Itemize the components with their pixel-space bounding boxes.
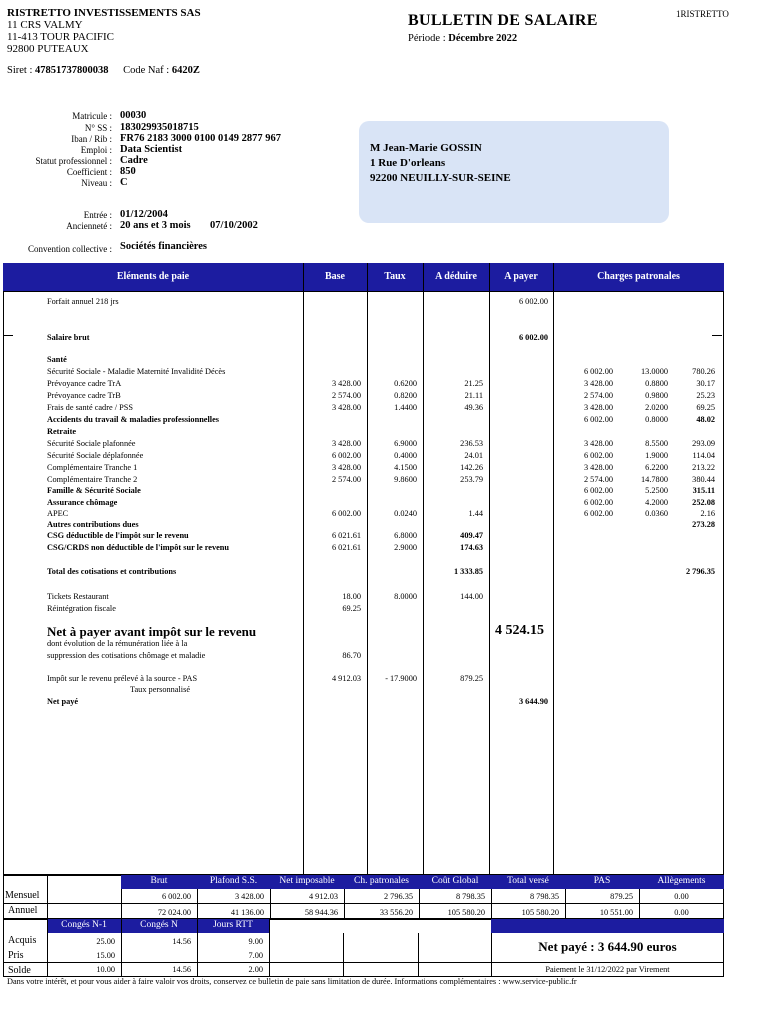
summary-mensuel-cell: 3 428.00 — [234, 892, 264, 901]
company-address-1: 11 CRS VALMY — [7, 19, 83, 31]
row-base: 2 574.00 — [331, 475, 361, 484]
matricule-value: 00030 — [120, 110, 147, 121]
net-paye-label: Net payé — [47, 697, 79, 706]
row-label: Total des cotisations et contributions — [47, 567, 177, 576]
row-base: 3 428.00 — [331, 379, 361, 388]
col-base-header: Base — [325, 271, 345, 282]
summary-col-divider — [565, 889, 566, 919]
annuel-label: Annuel — [8, 905, 38, 916]
recipient-street: 1 Rue D'orleans — [370, 157, 446, 169]
row-label: Complémentaire Tranche 1 — [47, 463, 138, 472]
summary-col-divider — [47, 875, 48, 919]
table-row — [0, 475, 768, 487]
row-patronal-taux: 2.0200 — [645, 403, 668, 412]
row-label: Santé — [47, 355, 67, 364]
summary-annuel-cell: 0.00 — [674, 908, 689, 917]
summary-row-divider — [3, 903, 724, 904]
summary-col-divider — [121, 889, 122, 919]
row-label: Autres contributions dues — [47, 520, 139, 529]
company-name: RISTRETTO INVESTISSEMENTS SAS — [7, 7, 201, 19]
row-deduire: 1 333.85 — [453, 567, 483, 576]
row-patronal-montant: 69.25 — [696, 403, 715, 412]
col-payer-header: A payer — [504, 271, 538, 282]
table-row — [0, 379, 768, 391]
table-row — [0, 403, 768, 415]
row-label: Frais de santé cadre / PSS — [47, 403, 133, 412]
coef-value: 850 — [120, 166, 136, 177]
row-label: Salaire brut — [47, 333, 90, 342]
row-label: Retraite — [47, 427, 77, 436]
row-label: Prévoyance cadre TrA — [47, 379, 122, 388]
summary-annuel-cell: 41 136.00 — [230, 908, 264, 917]
conges-col-divider — [343, 933, 344, 977]
col-patronales-header: Charges patronales — [597, 271, 680, 282]
row-label: Sécurité Sociale déplafonnée — [47, 451, 144, 460]
row-patronal-base: 3 428.00 — [583, 403, 613, 412]
table-row — [0, 567, 768, 579]
table-row — [0, 451, 768, 463]
pas-label: Impôt sur le revenu prélevé à la source - PAS — [47, 674, 198, 683]
row-label: Tickets Restaurant — [47, 592, 109, 601]
col-taux-header: Taux — [384, 271, 406, 282]
pas-taux: - 17.9000 — [385, 674, 417, 683]
conges-header-cell: Congés N-1 — [61, 920, 107, 930]
row-deduire: 1.44 — [468, 509, 483, 518]
row-label: CSG déductible de l'impôt sur le revenu — [47, 531, 189, 540]
row-patronal-montant: 315.11 — [692, 486, 715, 495]
summary-header-cell: Net imposable — [279, 876, 335, 886]
recipient-address-box — [359, 121, 669, 223]
summary-annuel-cell: 58 944.36 — [304, 908, 338, 917]
niveau-value: C — [120, 177, 128, 188]
row-deduire: 24.01 — [464, 451, 483, 460]
summary-mensuel-cell: 8 798.35 — [455, 892, 485, 901]
summary-mensuel-cell: 8 798.35 — [529, 892, 559, 901]
mensuel-label: Mensuel — [5, 890, 40, 901]
row-patronal-montant: 780.26 — [692, 367, 715, 376]
company-code: 1RISTRETTO — [676, 9, 729, 19]
row-deduire: 144.00 — [460, 592, 483, 601]
row-taux: 9.8600 — [394, 475, 417, 484]
periode-line — [408, 33, 517, 44]
conges-col-divider — [47, 919, 48, 977]
iban-value: FR76 2183 3000 0100 0149 2877 967 — [120, 133, 281, 144]
entree-label: Entrée : — [83, 210, 112, 220]
table-row — [0, 509, 768, 521]
periode-value: Décembre 2022 — [448, 33, 518, 44]
row-patronal-montant: 380.44 — [692, 475, 715, 484]
row-patronal-base: 6 002.00 — [583, 367, 613, 376]
evolution-value: 86.70 — [342, 651, 361, 660]
iban-label: Iban / Rib : — [71, 134, 112, 144]
conges-solde-cell: 10.00 — [96, 965, 115, 974]
summary-header-cell: Plafond S.S. — [209, 876, 258, 886]
summary-annuel-cell: 105 580.20 — [447, 908, 485, 917]
row-patronal-base: 3 428.00 — [583, 439, 613, 448]
paiement-line: Paiement le 31/12/2022 par Virement — [545, 965, 670, 974]
row-patronal-taux: 1.9000 — [645, 451, 668, 460]
col-deduire-header: A déduire — [435, 271, 477, 282]
entree-value: 01/12/2004 — [120, 209, 168, 220]
table-row — [0, 439, 768, 451]
row-deduire: 21.25 — [464, 379, 483, 388]
row-base: 6 002.00 — [331, 451, 361, 460]
row-taux: 0.0240 — [394, 509, 417, 518]
company-address-3: 92800 PUTEAUX — [7, 43, 89, 55]
summary-col-divider — [270, 889, 271, 919]
summary-col-divider — [491, 889, 492, 919]
row-deduire: 253.79 — [460, 475, 483, 484]
naf-value: 6420Z — [171, 65, 200, 76]
pris-label: Pris — [8, 950, 24, 961]
row-taux: 6.9000 — [394, 439, 417, 448]
summary-mensuel-cell: 879.25 — [610, 892, 633, 901]
table-row — [0, 592, 768, 604]
row-patronal-base: 3 428.00 — [583, 463, 613, 472]
row-taux: 1.4400 — [394, 403, 417, 412]
table-row — [0, 498, 768, 510]
evolution-line-2: suppression des cotisations chômage et maladie — [47, 651, 206, 660]
row-patronal-base: 6 002.00 — [583, 415, 613, 424]
anciennete-date: 07/10/2002 — [210, 220, 258, 231]
summary-header-cell: PAS — [593, 876, 611, 886]
conges-acquis-cell: 9.00 — [248, 937, 263, 946]
summary-col-divider — [197, 889, 198, 919]
acquis-label: Acquis — [8, 935, 37, 946]
row-taux: 8.0000 — [394, 592, 417, 601]
row-patronal-montant: 273.28 — [692, 520, 715, 529]
row-deduire: 236.53 — [460, 439, 483, 448]
row-patronal-montant: 2 796.35 — [685, 567, 715, 576]
summary-header-cell: Brut — [150, 876, 168, 886]
row-patronal-taux: 5.2500 — [645, 486, 668, 495]
coef-label: Coefficient : — [66, 167, 112, 177]
summary-mensuel-cell: 6 002.00 — [161, 892, 191, 901]
row-patronal-montant: 2.16 — [700, 509, 715, 518]
row-patronal-montant: 293.09 — [692, 439, 715, 448]
row-label: Famille & Sécurité Sociale — [47, 486, 141, 495]
row-patronal-taux: 0.9800 — [645, 391, 668, 400]
row-patronal-taux: 6.2200 — [645, 463, 668, 472]
row-patronal-base: 2 574.00 — [583, 475, 613, 484]
table-row — [0, 604, 768, 616]
pay-table-header — [3, 263, 724, 291]
summary-annuel-cell: 105 580.20 — [521, 908, 559, 917]
row-patronal-base: 6 002.00 — [583, 486, 613, 495]
conges-row-divider — [3, 962, 492, 963]
statut-label: Statut professionnel : — [35, 156, 112, 166]
conges-col-divider — [197, 919, 198, 977]
row-base: 3 428.00 — [331, 439, 361, 448]
summary-col-divider — [419, 889, 420, 919]
table-row — [0, 427, 768, 439]
row-label: Assurance chômage — [47, 498, 118, 507]
row-base: 2 574.00 — [331, 391, 361, 400]
table-row — [0, 415, 768, 427]
net-avant-label: Net à payer avant impôt sur le revenu — [47, 624, 257, 639]
anciennete-value: 20 ans et 3 mois — [120, 220, 191, 231]
row-taux: 4.1500 — [394, 463, 417, 472]
row-patronal-taux: 8.5500 — [645, 439, 668, 448]
row-patronal-taux: 0.8800 — [645, 379, 668, 388]
row-deduire: 409.47 — [460, 531, 483, 540]
summary-col-divider — [639, 889, 640, 919]
summary-header-cell: Total versé — [507, 876, 549, 886]
emploi-label: Emploi : — [80, 145, 112, 155]
summary-col-divider — [344, 889, 345, 919]
row-taux: 0.4000 — [394, 451, 417, 460]
row-label: Prévoyance cadre TrB — [47, 391, 121, 400]
row-patronal-taux: 14.7800 — [641, 475, 668, 484]
table-row — [0, 520, 768, 532]
row-deduire: 142.26 — [460, 463, 483, 472]
row-patronal-base: 2 574.00 — [583, 391, 613, 400]
pas-base: 4 912.03 — [331, 674, 361, 683]
conges-acquis-cell: 14.56 — [172, 937, 191, 946]
table-row — [0, 367, 768, 379]
row-patronal-montant: 114.04 — [692, 451, 715, 460]
row-label: APEC — [47, 509, 69, 518]
anciennete-label: Ancienneté : — [66, 221, 112, 231]
row-label: Accidents du travail & maladies professionnelles — [47, 415, 220, 424]
taux-personnalise: Taux personnalisé — [130, 685, 191, 694]
siret-line — [7, 65, 200, 76]
summary-mensuel-cell: 4 912.03 — [308, 892, 338, 901]
conges-col-divider — [121, 919, 122, 977]
row-label: Sécurité Sociale plafonnée — [47, 439, 136, 448]
footer-note: Dans votre intérêt, et pour vous aider à faire valoir vos droits, conservez ce bulletin de paie sans limitation de durée. Informations complémentaires : www.service-public.fr — [7, 977, 577, 986]
recipient-city: 92200 NEUILLY-SUR-SEINE — [370, 172, 511, 184]
row-label: Forfait annuel 218 jrs — [47, 297, 119, 306]
table-row — [0, 355, 768, 367]
pas-deduire: 879.25 — [460, 674, 483, 683]
table-row — [0, 297, 768, 309]
header-divider — [3, 291, 724, 292]
row-base: 6 021.61 — [331, 543, 361, 552]
periode-label: Période : — [408, 33, 446, 44]
convention-value: Sociétés financières — [120, 241, 207, 252]
conges-pris-cell: 15.00 — [96, 951, 115, 960]
row-label: CSG/CRDS non déductible de l'impôt sur le revenu — [47, 543, 230, 552]
row-patronal-taux: 0.8000 — [645, 415, 668, 424]
row-patronal-montant: 48.02 — [696, 415, 715, 424]
row-patronal-montant: 30.17 — [696, 379, 715, 388]
net-final-divider — [491, 962, 724, 963]
table-row — [0, 463, 768, 475]
summary-annuel-cell: 33 556.20 — [379, 908, 413, 917]
summary-mensuel-cell: 2 796.35 — [383, 892, 413, 901]
row-label: Sécurité Sociale - Maladie Maternité Invalidité Décès — [47, 367, 226, 376]
row-deduire: 21.11 — [464, 391, 483, 400]
emploi-value: Data Scientist — [120, 144, 183, 155]
solde-label: Solde — [8, 965, 31, 976]
row-payer: 6 002.00 — [518, 333, 548, 342]
row-patronal-montant: 25.23 — [696, 391, 715, 400]
summary-annuel-cell: 10 551.00 — [599, 908, 633, 917]
row-patronal-montant: 213.22 — [692, 463, 715, 472]
summary-annuel-cell: 72 024.00 — [157, 908, 191, 917]
conges-col-divider — [269, 919, 270, 977]
row-taux: 2.9000 — [394, 543, 417, 552]
summary-header-cell: Allègements — [657, 876, 706, 886]
row-patronal-base: 6 002.00 — [583, 498, 613, 507]
recipient-name: M Jean-Marie GOSSIN — [370, 142, 482, 154]
row-patronal-base: 6 002.00 — [583, 509, 613, 518]
row-base: 18.00 — [342, 592, 361, 601]
row-taux: 0.6200 — [394, 379, 417, 388]
conges-solde-cell: 2.00 — [248, 965, 263, 974]
conges-header-cell: Jours RTT — [213, 920, 253, 930]
row-base: 3 428.00 — [331, 403, 361, 412]
table-row — [0, 543, 768, 555]
net-final-band — [491, 919, 724, 933]
summary-header-cell: Ch. patronales — [354, 876, 409, 886]
row-patronal-taux: 4.2000 — [645, 498, 668, 507]
table-row — [0, 333, 768, 345]
row-taux: 6.8000 — [394, 531, 417, 540]
niveau-label: Niveau : — [81, 178, 112, 188]
row-payer: 6 002.00 — [518, 297, 548, 306]
table-row — [0, 391, 768, 403]
col-elements-header: Eléments de paie — [116, 271, 190, 282]
ss-label: N° SS : — [84, 123, 112, 133]
row-patronal-taux: 13.0000 — [641, 367, 668, 376]
statut-value: Cadre — [120, 155, 148, 166]
row-base: 69.25 — [342, 604, 361, 613]
conges-pris-cell: 7.00 — [248, 951, 263, 960]
convention-label: Convention collective : — [28, 244, 112, 254]
company-address-2: 11-413 TOUR PACIFIC — [7, 31, 114, 43]
net-paye-value: 3 644.90 — [518, 697, 548, 706]
siret-value: 47851737800038 — [35, 65, 109, 76]
evolution-line-1: dont évolution de la rémunération liée à la — [47, 639, 188, 648]
row-base: 6 002.00 — [331, 509, 361, 518]
conges-col-divider — [418, 933, 419, 977]
ss-value: 183029935018715 — [120, 122, 199, 133]
table-row — [0, 531, 768, 543]
matricule-label: Matricule : — [72, 111, 112, 121]
siret-label: Siret : — [7, 65, 33, 76]
net-avant-value: 4 524.15 — [495, 623, 544, 638]
summary-mensuel-cell: 0.00 — [674, 892, 689, 901]
row-deduire: 174.63 — [460, 543, 483, 552]
company-block — [7, 7, 201, 55]
row-deduire: 49.36 — [464, 403, 483, 412]
row-base: 6 021.61 — [331, 531, 361, 540]
table-row — [0, 486, 768, 498]
row-patronal-taux: 0.0360 — [645, 509, 668, 518]
row-patronal-montant: 252.08 — [692, 498, 715, 507]
row-label: Complémentaire Tranche 2 — [47, 475, 138, 484]
naf-label: Code Naf : — [123, 65, 170, 76]
doc-title: BULLETIN DE SALAIRE — [408, 12, 598, 29]
conges-solde-cell: 14.56 — [172, 965, 191, 974]
row-label: Réintégration fiscale — [47, 604, 116, 613]
net-final: Net payé : 3 644.90 euros — [538, 939, 677, 954]
row-patronal-base: 3 428.00 — [583, 379, 613, 388]
row-base: 3 428.00 — [331, 463, 361, 472]
conges-header-cell: Congés N — [140, 920, 178, 930]
summary-header-cell: Coût Global — [431, 876, 479, 886]
row-taux: 0.8200 — [394, 391, 417, 400]
conges-acquis-cell: 25.00 — [96, 937, 115, 946]
row-patronal-base: 6 002.00 — [583, 451, 613, 460]
